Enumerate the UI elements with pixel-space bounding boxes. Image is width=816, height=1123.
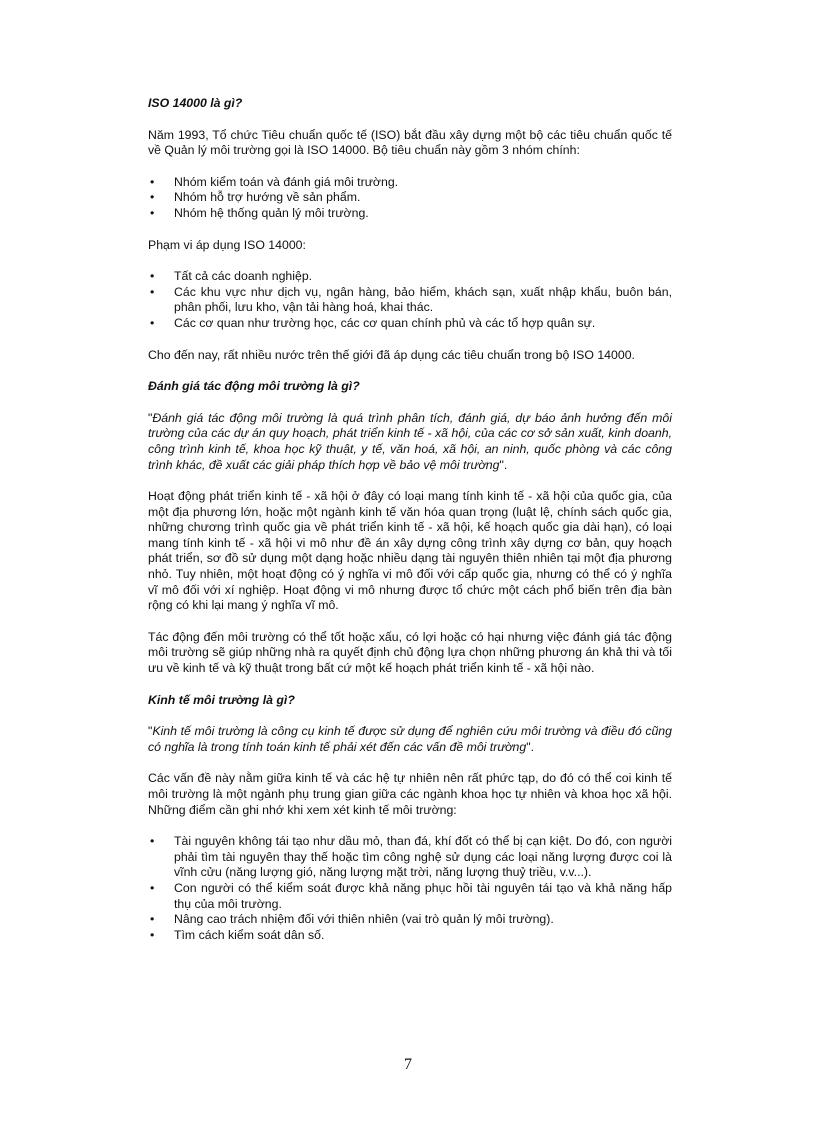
iso-intro-paragraph: Năm 1993, Tổ chức Tiêu chuẩn quốc tế (ISO) bắt đầu xây dựng một bộ các tiêu chuẩn quốc tế về Quản lý môi trường gọi là ISO 14000. Bộ tiêu chuẩn này gồm 3 nhóm chính:	[148, 127, 672, 158]
list-item: • Các khu vực như dịch vụ, ngân hàng, bảo hiểm, khách sạn, xuất nhập khẩu, buôn bán, phân phối, lưu kho, vận tải hàng hoá, khai thác.	[148, 285, 672, 316]
eia-quote-paragraph	[148, 411, 672, 473]
scope-title: Phạm vi áp dụng ISO 14000:	[148, 237, 306, 252]
page-number: 7	[404, 1056, 412, 1073]
section-heading-eia: Đánh giá tác động môi trường là gì?	[148, 379, 360, 394]
econ-definition-quote: Kinh tế môi trường là công cụ kinh tế được sử dụng để nghiên cứu môi trường và điều đó cũng có nghĩa là trong tính toán kinh tế phải xét đến các vấn đề môi trường	[148, 724, 672, 754]
list-item: • Nhóm hỗ trợ hướng về sản phẩm.	[148, 190, 672, 206]
econ-points-list	[148, 834, 672, 943]
list-item: • Tất cả các doanh nghiệp.	[148, 269, 672, 285]
quote-close-mark: ".	[499, 457, 508, 472]
scope-list	[148, 269, 672, 331]
econ-paragraph: Các vấn đề này nằm giữa kinh tế và các hệ tự nhiên nên rất phức tạp, do đó có thể coi kinh tế môi trường là một ngành phụ trung gian giữa các ngành khoa học tự nhiên và khoa học xã hội. Những điểm cần ghi nhớ khi xem xét kinh tế môi trường:	[148, 771, 672, 817]
eia-paragraph-1: Hoạt động phát triển kinh tế - xã hội ở đây có loại mang tính kinh tế - xã hội của quốc gia, của một địa phương lớn, hoặc một ngành kinh tế văn hóa quan trọng (luật lệ, chính sách quốc gia, những chương trình quốc gia về phát triển kinh tế - xã hội, kế hoạch quốc gia dài hạn), có loại mang tính kinh tế - xã hội vi mô như đề án xây dựng công trình xây dựng cơ bản, quy hoạch phát triển, sơ đồ sử dụng một dạng hoặc nhiều dạng tài nguyên thiên nhiên tại một địa phương nhỏ. Tuy nhiên, một hoạt động có ý nghĩa vi mô đối với cấp quốc gia, nhưng có thể có ý nghĩa vĩ mô đối với xí nghiệp. Hoạt động vi mô nhưng được tổ chức một cách phổ biến trên địa bàn rộng có khi lại mang ý nghĩa vĩ mô.	[148, 489, 672, 613]
eia-paragraph-2: Tác động đến môi trường có thể tốt hoặc xấu, có lợi hoặc có hại nhưng việc đánh giá tác động môi trường sẽ giúp những nhà ra quyết định chủ động lựa chọn những phương án khả thi và tối ưu về kinh tế và kỹ thuật trong bất cứ một kế hoạch phát triển kinh tế - xã hội nào.	[148, 629, 672, 676]
quote-open-mark: "	[148, 724, 153, 739]
list-item: • Tìm cách kiểm soát dân số.	[148, 928, 672, 944]
list-item: • Tài nguyên không tái tạo như dầu mỏ, than đá, khí đốt có thể bị cạn kiệt. Do đó, con người phải tìm tài nguyên thay thế hoặc tìm công nghệ sử dụng các loại năng lượng được coi là vĩnh cửu (năng lượng gió, năng lượng mặt trời, năng lượng thuỷ triều, v.v...).	[148, 834, 672, 881]
section-heading-iso: ISO 14000 là gì?	[148, 96, 243, 110]
econ-quote-paragraph	[148, 724, 672, 755]
list-item: • Nhóm hệ thống quản lý môi trường.	[148, 206, 672, 222]
list-item: • Con người có thể kiểm soát được khả năng phục hồi tài nguyên tái tạo và khả năng hấp thụ của môi trường.	[148, 881, 672, 912]
list-item: • Các cơ quan như trường học, các cơ quan chính phủ và các tổ hợp quân sự.	[148, 316, 672, 332]
list-item: • Nâng cao trách nhiệm đối với thiên nhiên (vai trò quản lý môi trường).	[148, 912, 672, 928]
eia-definition-quote: Đánh giá tác động môi trường là quá trình phân tích, đánh giá, dự báo ảnh hưởng đến môi trường của các dự án quy hoạch, phát triển kinh tế - xã hội, của các cơ sở sản xuất, kinh doanh, công trình kinh tế, khoa học kỹ thuật, y tế, văn hoá, xã hội, an ninh, quốc phòng và các công trình khác, đề xuất các giải pháp thích hợp về bảo vệ môi trường	[148, 410, 672, 472]
quote-open-mark: "	[148, 410, 153, 425]
section-heading-econ: Kinh tế môi trường là gì?	[148, 692, 295, 707]
quote-close-mark: ".	[526, 739, 535, 754]
iso-conclusion-paragraph: Cho đến nay, rất nhiều nước trên thế giới đã áp dụng các tiêu chuẩn trong bộ ISO 14000.	[148, 347, 635, 362]
document-page	[148, 96, 672, 959]
list-item: • Nhóm kiểm toán và đánh giá môi trường.	[148, 175, 672, 191]
iso-groups-list	[148, 175, 672, 222]
